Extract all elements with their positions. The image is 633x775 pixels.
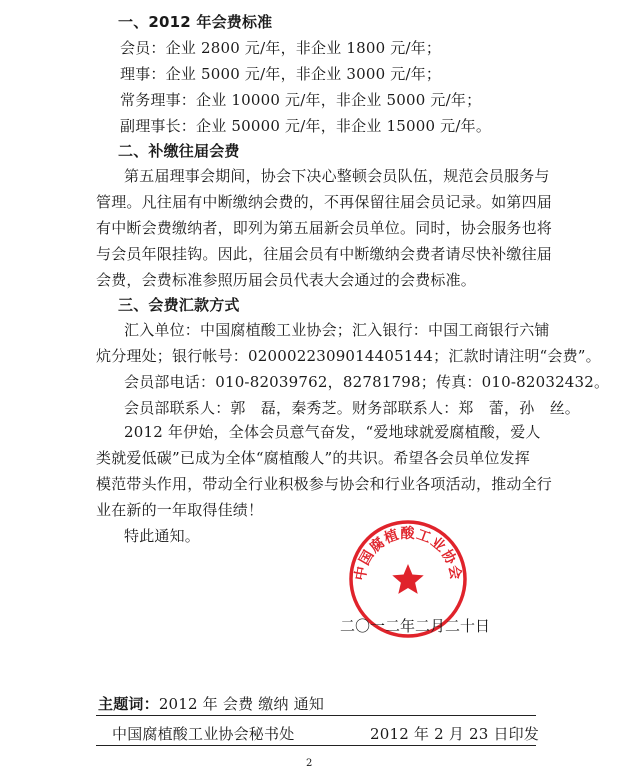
fee-row-director: 理事：企业 5000 元/年，非企业 3000 元/年； [120,65,442,83]
section2-line: 有中断会费缴纳者，即列为第五届新会员单位。同时，协会服务也将 [96,219,553,237]
fee-row-executive-director: 常务理事：企业 10000 元/年，非企业 5000 元/年； [120,91,482,109]
section2-line: 管理。凡往届有中断缴纳会费的，不再保留往届会员记录。如第四届 [96,193,553,211]
section2-line: 会费，会费标准参照历届会员代表大会通过的会费标准。 [96,271,477,289]
section2-line: 与会员年限挂钩。因此，往届会员有中断缴纳会费者请尽快补缴往届 [96,245,553,263]
closing-line: 2012 年伊始，全体会员意气奋发，“爱地球就爱腐植酸，爱人 [124,423,541,441]
section1-heading: 一、2012 年会费标准 [118,13,273,31]
section2-heading: 二、补缴往届会费 [118,142,240,160]
footer-issuer: 中国腐植酸工业协会秘书处 [112,725,295,743]
subject-keywords-row [98,694,324,714]
footer-rule-bottom [96,745,536,746]
subject-keywords: 2012 年 会费 缴纳 通知 [158,695,325,713]
notice-line: 特此通知。 [124,527,201,545]
remittance-line: 汇入单位：中国腐植酸工业协会；汇入银行：中国工商银行六铺 [124,321,550,339]
contact-phone-line: 会员部电话：010-82039762，82781798；传真：010-82032432。 [124,373,610,391]
closing-line: 类就爱低碳”已成为全体“腐植酸人”的共识。希望各会员单位发挥 [96,449,531,467]
fee-row-member: 会员：企业 2800 元/年，非企业 1800 元/年； [120,39,442,57]
seal-star-icon [392,564,423,594]
closing-line: 模范带头作用，带动全行业积极参与协会和行业各项活动，推动全行 [96,475,553,493]
subject-label: 主题词： [98,695,159,713]
issue-date: 二〇一二年二月二十日 [340,617,491,635]
fee-row-vice-president: 副理事长：企业 50000 元/年，非企业 15000 元/年。 [120,117,492,135]
page-number: 2 [306,758,313,769]
footer-rule-top [96,715,536,716]
seal-lettering: 中国腐植酸工业协会 [352,526,464,582]
footer-issued-date: 2012 年 2 月 23 日印发 [370,725,540,743]
contact-person-line: 会员部联系人：郭 磊，秦秀芝。财务部联系人：郑 蕾，孙 丝。 [124,399,581,417]
remittance-line: 炕分理处；银行帐号：0200022309014405144；汇款时请注明“会费”。 [96,347,601,365]
section3-heading: 三、会费汇款方式 [118,296,240,314]
closing-line: 业在新的一年取得佳绩！ [96,501,264,519]
section2-line: 第五届理事会期间，协会下决心整顿会员队伍，规范会员服务与 [124,167,550,185]
